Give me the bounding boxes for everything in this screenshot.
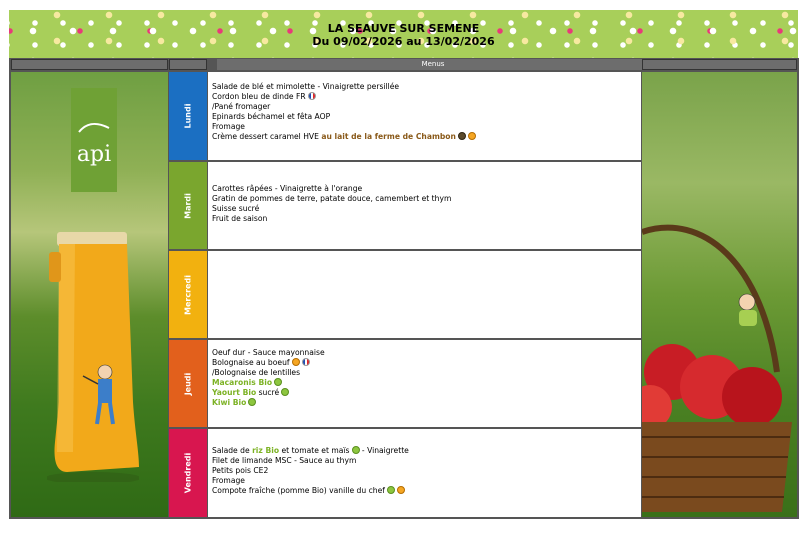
menus-header-bar bbox=[9, 58, 799, 71]
menu-item-text: Fruit de saison bbox=[212, 214, 268, 223]
menu-item bbox=[212, 214, 637, 224]
menu-item bbox=[212, 378, 637, 388]
day-menu-jeudi bbox=[208, 340, 641, 427]
menu-item bbox=[212, 486, 637, 496]
menu-item-highlight: riz Bio bbox=[252, 446, 280, 455]
flag-label-icon bbox=[302, 358, 310, 366]
left-boot-photo bbox=[11, 72, 168, 517]
menu-item bbox=[212, 358, 637, 368]
menu-item-text: Carottes râpées - Vinaigrette à l'orange bbox=[212, 184, 363, 193]
menu-item-text: /Pané fromager bbox=[212, 102, 271, 111]
menu-item bbox=[212, 184, 637, 194]
menu-item-after: et tomate et maïs bbox=[279, 446, 350, 455]
day-tab-mardi bbox=[169, 162, 207, 249]
day-label-mercredi: Mercredi bbox=[183, 274, 193, 315]
title-box bbox=[312, 22, 494, 48]
menu-item bbox=[212, 368, 637, 378]
menu-header bbox=[9, 10, 798, 58]
school-title: LA SEAUVE SUR SEMENE bbox=[327, 22, 480, 35]
menu-item bbox=[212, 194, 637, 204]
menu-item-highlight: Kiwi Bio bbox=[212, 398, 247, 407]
menu-item bbox=[212, 112, 637, 122]
menus-header-day-cell bbox=[169, 59, 207, 70]
menu-item-text: Crème dessert caramel HVE bbox=[212, 132, 322, 141]
day-tab-lundi bbox=[169, 72, 207, 160]
day-label-jeudi: Jeudi bbox=[183, 372, 193, 395]
menu-item-text: Fromage bbox=[212, 122, 245, 131]
bio-label-icon bbox=[352, 446, 360, 454]
menu-item-text: Filet de limande MSC - Sauce au thym bbox=[212, 456, 357, 465]
orange-label-icon bbox=[292, 358, 300, 366]
menu-item bbox=[212, 204, 637, 214]
menus-header-label: Menus bbox=[217, 59, 649, 70]
orange-label-icon bbox=[468, 132, 476, 140]
day-tab-mercredi bbox=[169, 251, 207, 338]
menu-item-tail: - Vinaigrette bbox=[359, 446, 409, 455]
menu-item-text: Bolognaise au boeuf bbox=[212, 358, 290, 367]
menu-item bbox=[212, 466, 637, 476]
menu-item bbox=[212, 122, 637, 132]
menu-item-highlight: Yaourt Bio bbox=[212, 388, 257, 397]
day-menu-lundi bbox=[208, 72, 641, 160]
day-tab-vendredi bbox=[169, 429, 207, 517]
day-label-vendredi: Vendredi bbox=[183, 452, 193, 494]
menu-item-text: Compote fraîche (pomme Bio) vanille du chef bbox=[212, 486, 385, 495]
day-menu-mercredi bbox=[208, 251, 641, 338]
menus-header-left-cell bbox=[11, 59, 168, 70]
apple-basket-icon bbox=[642, 222, 797, 512]
bio-label-icon bbox=[274, 378, 282, 386]
menu-item-text: Fromage bbox=[212, 476, 245, 485]
menu-item-highlight: au lait de la ferme de Chambon bbox=[321, 132, 456, 141]
dark-label-icon bbox=[458, 132, 466, 140]
menu-item bbox=[212, 102, 637, 112]
menu-item-text: /Bolognaise de lentilles bbox=[212, 368, 301, 377]
bio-label-icon bbox=[248, 398, 256, 406]
menu-item bbox=[212, 476, 637, 486]
api-logo-text: api bbox=[76, 142, 112, 167]
menu-item-highlight: Macaronis Bio bbox=[212, 378, 273, 387]
menu-item-text: Oeuf dur - Sauce mayonnaise bbox=[212, 348, 325, 357]
bio-label-icon bbox=[387, 486, 395, 494]
flag-label-icon bbox=[308, 92, 316, 100]
menu-item-text: Cordon bleu de dinde FR bbox=[212, 92, 306, 101]
orange-label-icon bbox=[397, 486, 405, 494]
day-tab-jeudi bbox=[169, 340, 207, 427]
date-range: Du 09/02/2026 au 13/02/2026 bbox=[312, 35, 495, 48]
menu-grid bbox=[9, 58, 799, 519]
yellow-boot-icon bbox=[47, 232, 139, 482]
bio-label-icon bbox=[281, 388, 289, 396]
right-apple-basket-photo bbox=[642, 72, 797, 517]
day-menu-mardi bbox=[208, 162, 641, 249]
day-menu-vendredi bbox=[208, 429, 641, 517]
day-label-mardi: Mardi bbox=[183, 192, 193, 219]
api-logo bbox=[71, 88, 117, 192]
menu-item-text: Suisse sucré bbox=[212, 204, 260, 213]
menu-item-text: Salade de bbox=[212, 446, 253, 455]
menu-item-text: Gratin de pommes de terre, patate douce, camembert et thym bbox=[212, 194, 452, 203]
menu-item bbox=[212, 398, 637, 408]
menu-item bbox=[212, 388, 637, 398]
logo-swirl-icon bbox=[71, 88, 117, 148]
menu-item bbox=[212, 446, 637, 456]
menu-item bbox=[212, 348, 637, 358]
day-label-lundi: Lundi bbox=[183, 103, 193, 129]
menu-item bbox=[212, 132, 637, 142]
menus-header-right-cell bbox=[642, 59, 797, 70]
menu-item-text: Epinards béchamel et fêta AOP bbox=[212, 112, 331, 121]
menu-item bbox=[212, 82, 637, 92]
menu-item-text: Petits pois CE2 bbox=[212, 466, 269, 475]
menu-item bbox=[212, 92, 637, 102]
menu-item bbox=[212, 456, 637, 466]
menu-item-text: Salade de blé et mimolette - Vinaigrette persillée bbox=[212, 82, 400, 91]
menu-item-after: sucré bbox=[256, 388, 280, 397]
